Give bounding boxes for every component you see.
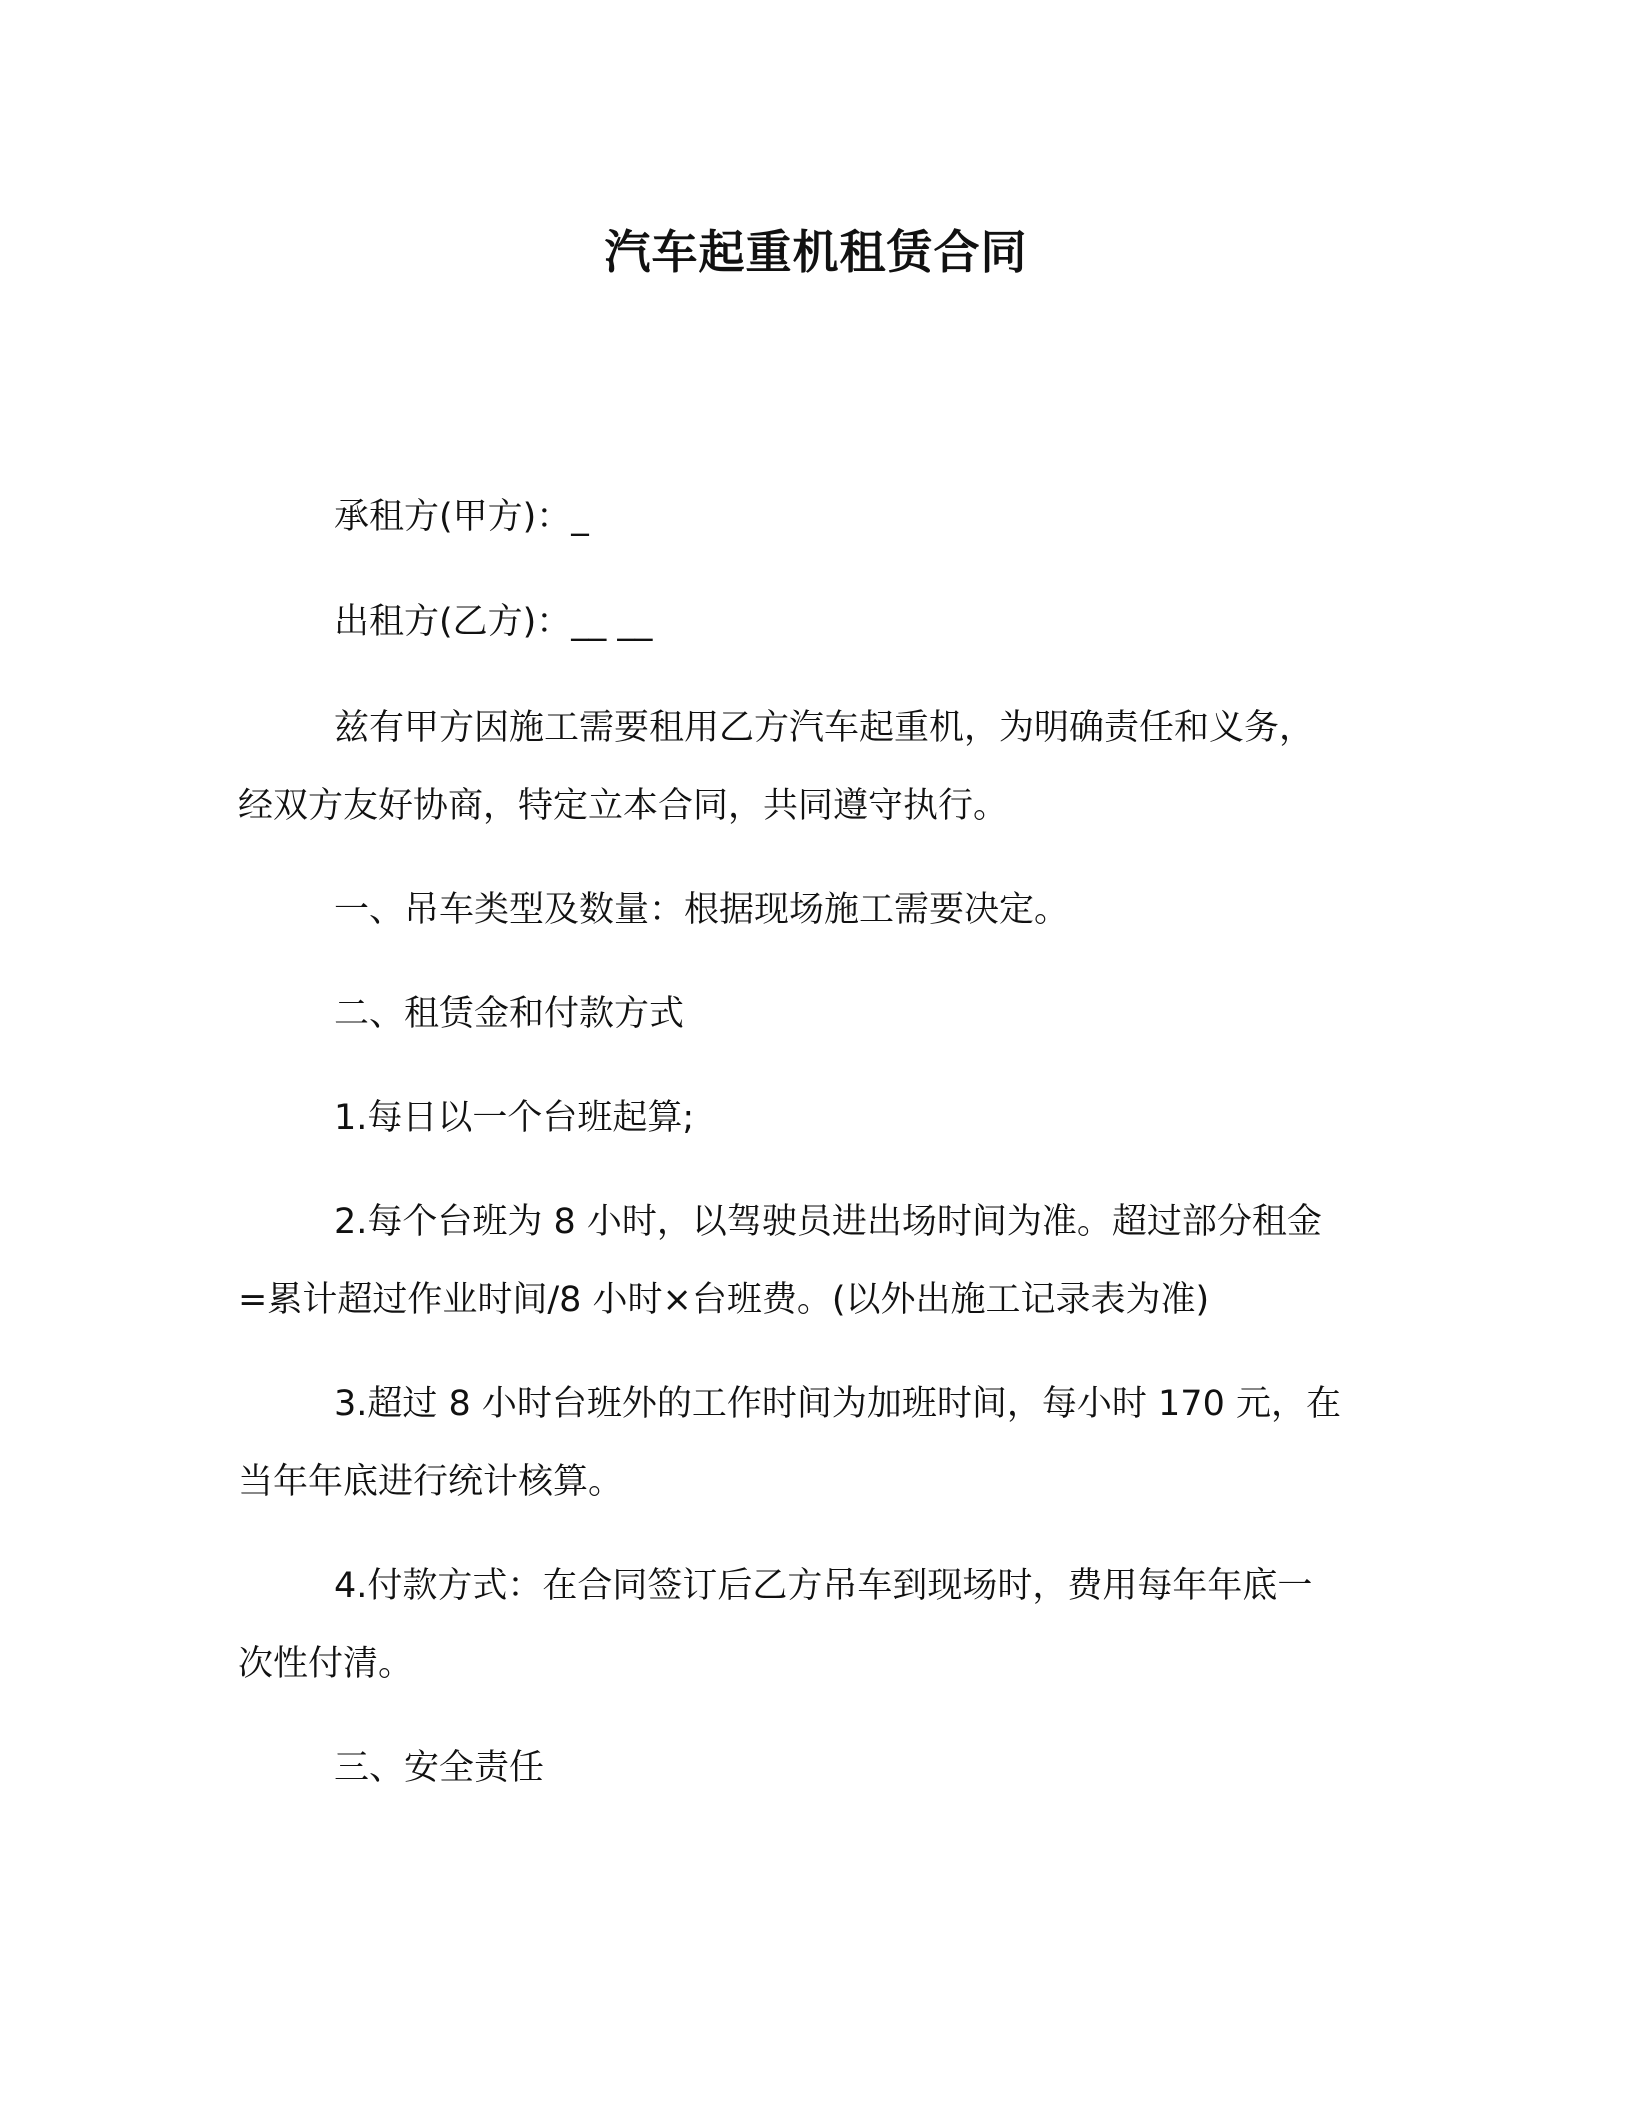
preamble-line-1: 兹有甲方因施工需要租用乙方汽车起重机，为明确责任和义务， bbox=[334, 708, 1315, 748]
clause-2-2-line-1: 2.每个台班为 8 小时，以驾驶员进出场时间为准。超过部分租金 bbox=[334, 1202, 1322, 1242]
clause-2-3-line-2: 当年年底进行统计核算。 bbox=[238, 1462, 624, 1502]
clause-2-2-line-2: =累计超过作业时间/8 小时×台班费。(以外出施工记录表为准) bbox=[238, 1280, 1210, 1320]
section-3-heading: 三、安全责任 bbox=[334, 1748, 545, 1788]
clause-2-4-line-2: 次性付清。 bbox=[238, 1644, 414, 1684]
lessee-line: 承租方(甲方)：_ bbox=[334, 497, 589, 537]
clause-2-3-line-1: 3.超过 8 小时台班外的工作时间为加班时间，每小时 170 元，在 bbox=[334, 1384, 1341, 1424]
clause-2-4-line-1: 4.付款方式：在合同签订后乙方吊车到现场时，费用每年年底一 bbox=[334, 1566, 1313, 1606]
clause-2-1: 1.每日以一个台班起算; bbox=[334, 1098, 695, 1138]
preamble-line-2: 经双方友好协商，特定立本合同，共同遵守执行。 bbox=[238, 786, 1009, 826]
document-title: 汽车起重机租赁合同 bbox=[604, 225, 1028, 279]
section-1-heading: 一、吊车类型及数量：根据现场施工需要决定。 bbox=[334, 890, 1070, 930]
section-2-heading: 二、租赁金和付款方式 bbox=[334, 994, 685, 1034]
lessor-line: 出租方(乙方)：__ __ bbox=[334, 602, 653, 642]
